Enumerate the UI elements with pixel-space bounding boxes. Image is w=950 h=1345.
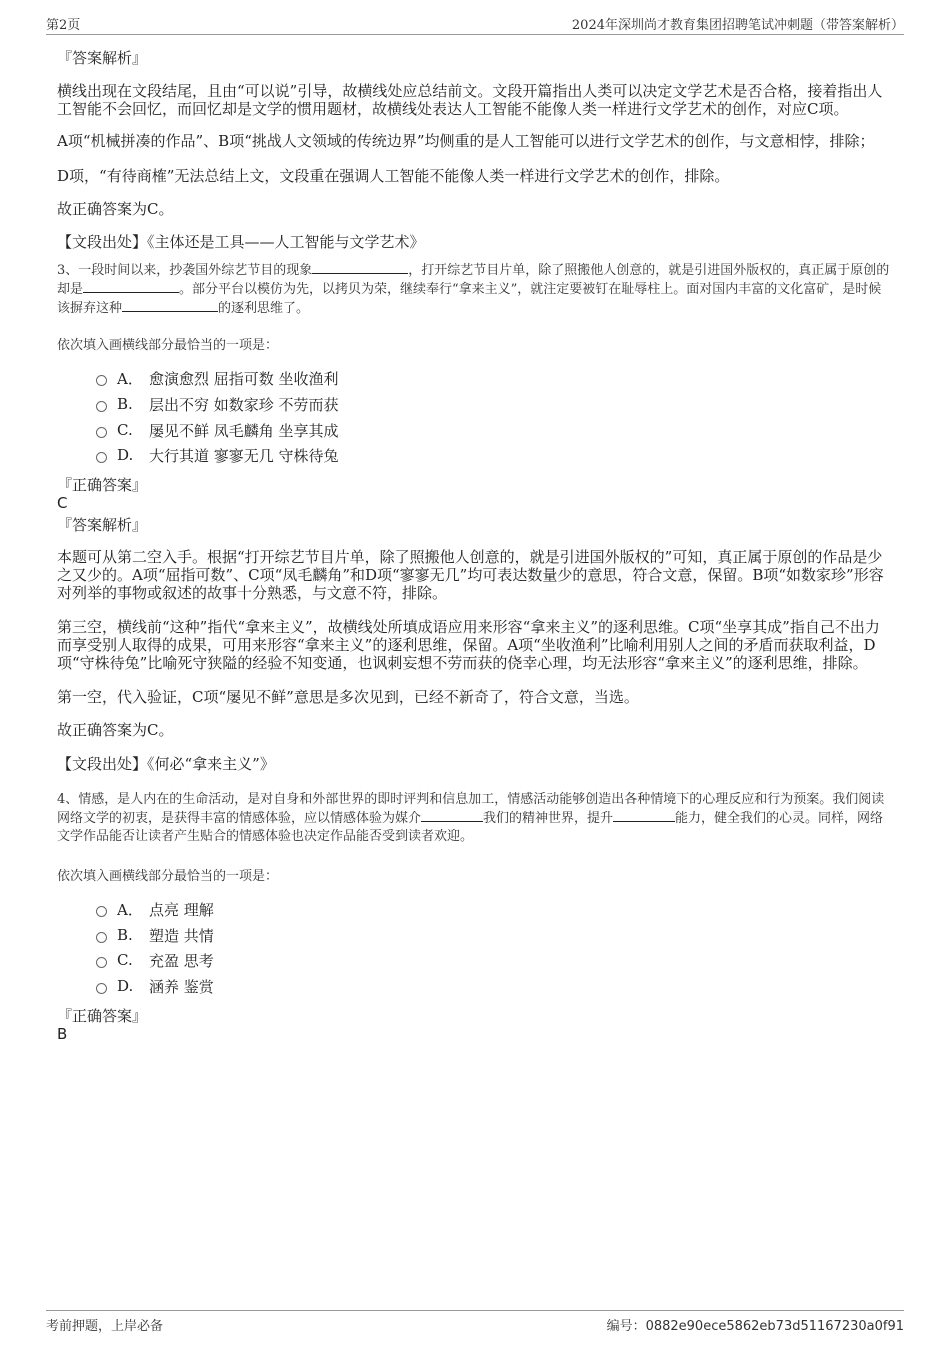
correct-answer-label: 『正确答案』 [57, 1007, 148, 1025]
correct-answer-label: 『正确答案』 [57, 476, 148, 494]
option-d[interactable]: D. 大行其道 寥寥无几 守株待兔 [96, 445, 339, 465]
document-code: 编号：0882e90ece5862eb73d51167230a0f91 [606, 1319, 904, 1334]
page-number: 第2页 [46, 18, 81, 33]
analysis-label: 『答案解析』 [57, 49, 148, 67]
source-line: 【文段出处】《何必“拿来主义”》 [57, 755, 275, 773]
option-b[interactable]: B. 塑造 共情 [96, 925, 214, 945]
document-title: 2024年深圳尚才教育集团招聘笔试冲刺题（带答案解析） [571, 18, 904, 33]
correct-answer: C [57, 494, 68, 512]
radio-icon[interactable] [96, 401, 107, 412]
analysis-paragraph: 横线出现在文段结尾，且由“可以说”引导，故横线处应总结前文。文段开篇指出人类可以决定文学艺术是否合格，接着指出人工智能不会回忆，而回忆却是文学的惯用题材，故横线处表达人工智能不能像人类一样进行文学艺术的创作，对应C项。 [57, 82, 883, 118]
analysis-label: 『答案解析』 [57, 516, 148, 534]
option-d[interactable]: D. 涵养 鉴赏 [96, 976, 214, 996]
page-footer [46, 1310, 904, 1333]
fill-blank [312, 261, 408, 274]
question-4-stem: 4、情感，是人内在的生命活动，是对自身和外部世界的即时评判和信息加工，情感活动能够创造出各种情境下的心理反应和行为预案。我们阅读网络文学的初衷，是获得丰富的情感体验，应以情感体验为媒介 我们的精神世界，提升 能力，健全我们的心灵。同样，网络文学作品能否让读者产生贴合的情感体验也决定作品能否受到读者欢迎。 [57, 792, 885, 844]
question-prompt: 依次填入画横线部分最恰当的一项是： [57, 869, 279, 884]
radio-icon[interactable] [96, 983, 107, 994]
fill-blank [421, 809, 483, 822]
radio-icon[interactable] [96, 932, 107, 943]
analysis-paragraph: 故正确答案为C。 [57, 721, 174, 739]
correct-answer: B [57, 1025, 68, 1043]
option-b[interactable]: B. 层出不穷 如数家珍 不劳而获 [96, 394, 339, 414]
page-header [46, 14, 904, 35]
option-a[interactable]: A． 点亮 理解 [96, 899, 214, 919]
analysis-paragraph: 第一空，代入验证，C项“屡见不鲜”意思是多次见到，已经不新奇了，符合文意，当选。 [57, 688, 639, 706]
source-line: 【文段出处】《主体还是工具——人工智能与文学艺术》 [57, 233, 425, 251]
fill-blank [122, 299, 218, 312]
question-3-stem: 3、一段时间以来，抄袭国外综艺节目的现象 ，打开综艺节目片单，除了照搬他人创意的，就是引进国外版权的，真正属于原创的却是 。部分平台以模仿为先，以拷贝为荣，继续奉行“拿来主义”，就注定要被钉在耻辱柱上。面对国内丰富的文化富矿，是时候该摒弃这种 的逐利思维了。 [57, 263, 890, 316]
question-prompt: 依次填入画横线部分最恰当的一项是： [57, 338, 279, 353]
footer-slogan: 考前押题，上岸必备 [46, 1319, 164, 1334]
radio-icon[interactable] [96, 427, 107, 438]
fill-blank [83, 280, 179, 293]
radio-icon[interactable] [96, 906, 107, 917]
radio-icon[interactable] [96, 375, 107, 386]
radio-icon[interactable] [96, 452, 107, 463]
analysis-paragraph: 故正确答案为C。 [57, 200, 174, 218]
option-c[interactable]: C. 屡见不鲜 凤毛麟角 坐享其成 [96, 420, 339, 440]
fill-blank [613, 809, 675, 822]
analysis-paragraph: 本题可从第二空入手。根据“打开综艺节目片单，除了照搬他人创意的，就是引进国外版权的”可知，真正属于原创的作品是少之又少的。A项“屈指可数”、C项“凤毛麟角”和D项“寥寥无几”均可表达数量少的意思，符合文意，保留。B项“如数家珍”形容对列举的事物或叙述的故事十分熟悉，与文意不符，排除。 [57, 548, 884, 602]
analysis-paragraph: A项“机械拼凑的作品”、B项“挑战人文领域的传统边界”均侧重的是人工智能可以进行文学艺术的创作，与文意相悖，排除； [57, 132, 875, 150]
option-c[interactable]: C. 充盈 思考 [96, 950, 214, 970]
option-a[interactable]: A． 愈演愈烈 屈指可数 坐收渔利 [96, 368, 339, 388]
analysis-paragraph: 第三空，横线前“这种”指代“拿来主义”，故横线处所填成语应用来形容“拿来主义”的逐利思维。C项“坐享其成”指自己不出力而享受别人取得的成果，可用来形容“拿来主义”的逐利思维，保留。A项“坐收渔利”比喻利用别人之间的矛盾而获取利益，D项“守株待兔”比喻死守狭隘的经验不知变通，也讽刺妄想不劳而获的侥幸心理，均无法形容“拿来主义”的逐利思维，排除。 [57, 618, 880, 672]
analysis-paragraph: D项，“有待商榷”无法总结上文，文段重在强调人工智能不能像人类一样进行文学艺术的创作，排除。 [57, 167, 730, 185]
radio-icon[interactable] [96, 957, 107, 968]
